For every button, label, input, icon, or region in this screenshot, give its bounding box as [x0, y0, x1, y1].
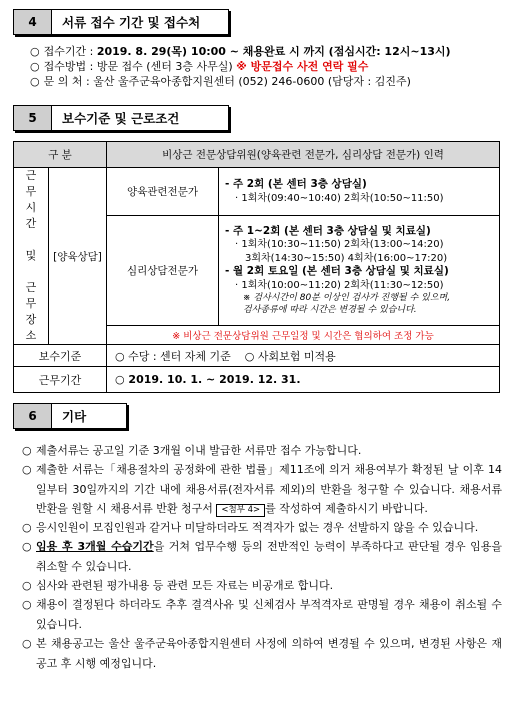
period-value: ○ 2019. 10. 1. ~ 2019. 12. 31.	[107, 367, 500, 393]
info-line-contact: ○ 문 의 처 : 울산 울주군육아종합지원센터 (052) 246-0600 (담당자 : 김진주)	[30, 75, 411, 88]
info-line-method: ○ 접수방법 : 방문 접수 (센터 3층 사무실) ※ 방문접수 사전 연락 필수	[30, 60, 369, 73]
pay-label: 보수기준	[14, 345, 107, 367]
info-line-period: ○ 접수기간 : 2019. 8. 29(목) 10:00 ~ 채용완료 시 까지 (점심시간: 12시~13시)	[30, 45, 451, 58]
section-number: 4	[14, 10, 52, 34]
vertical-label-char: 무	[25, 297, 37, 310]
notice-item: ○ 본 채용공고는 울산 울주군육아종합지원센터 사정에 의하여 변경될 수 있으며, 변경된 사항은 재공고 후 시행 예정입니다.	[22, 637, 502, 670]
vertical-label-char: 장	[25, 313, 37, 326]
vertical-label-char: 근	[25, 169, 37, 182]
section-title: 보수기준 및 근로조건	[62, 111, 180, 126]
notice-item: ○ 임용 후 3개월 수습기간을 거쳐 업무수행 등의 전반적인 능력이 부족하다고 판단될 경우 임용을 취소할 수 있습니다.	[22, 540, 503, 573]
vertical-label-char: 근	[25, 281, 37, 294]
notice-item: ○ 응시인원이 모집인원과 같거나 미달하더라도 적격자가 없는 경우 선발하지 않을 수 있습니다.	[22, 521, 479, 534]
section-title: 기타	[62, 409, 87, 424]
table-header-position: 비상근 전문상담위원(양육관련 전문가, 심리상담 전문가) 인력	[107, 142, 500, 168]
section-5-header	[13, 105, 229, 131]
section-number: 5	[14, 106, 52, 130]
vertical-label-char: 간	[25, 217, 37, 230]
schedule-parenting: - 주 2회 (본 센터 3층 상담실) · 1회차(09:40~10:40) 2회차(10:50~11:50)	[219, 168, 500, 216]
notice-item: ○ 심사와 관련된 평가내용 등 관련 모든 자료는 비공개로 합니다.	[22, 579, 334, 592]
notice-item: ○ 제출한 서류는「채용절차의 공정화에 관한 법률」제11조에 의거 채용여부가 확정된 날 이후 14일부터 30일까지의 기간 내에 채용서류(전자서류 제외)의 반환을 청구할 수 있습니다. 채용서류 반환을 원할 시 채용서류 반환 청구서 <첨부 4> 를 작성하여 제출하시기 바랍니다.	[22, 463, 502, 515]
vertical-label-char: 및	[25, 249, 37, 262]
vertical-label-char	[14, 264, 48, 280]
section-number: 6	[14, 404, 52, 428]
vertical-label-char: 시	[25, 201, 37, 214]
schedule-psych: - 주 1~2회 (본 센터 3층 상담실 및 치료실) · 1회차(10:30~11:50) 2회차(13:00~14:20) 3회차(14:30~15:50) 4회차(16:00~17:20) - 월 2회 토요일 (본 센터 3층 상담실 및 치료실) · 1회차(10:00~11:20) 2회차(11:30~12:50) ※ 검사시간이 80분 이상인 검사가 진행될 수 있으며, 검사종류에 따라 시간은 변경될 수 있습니다.	[219, 216, 500, 326]
conditions-table	[13, 141, 500, 393]
section-title: 서류 접수 기간 및 접수처	[62, 15, 201, 30]
sub-label-parenting: [양육상담]	[49, 168, 107, 345]
vertical-label-char	[14, 232, 48, 248]
schedule-footnote: ※ 비상근 전문상담위원 근무일정 및 시간은 협의하여 조정 가능	[107, 326, 500, 345]
notice-item: ○ 채용이 결정된다 하더라도 추후 결격사유 및 신체검사 부적격자로 판명될 경우 채용이 취소될 수 있습니다.	[22, 598, 502, 631]
period-label: 근무기간	[14, 367, 107, 393]
section-6-header	[13, 403, 127, 429]
pay-value: ○ 수당 : 센터 자체 기준 ○ 사회보험 미적용	[107, 345, 500, 367]
vertical-label-char: 소	[25, 329, 37, 342]
notice-item: ○ 제출서류는 공고일 기준 3개월 이내 발급한 서류만 접수 가능합니다.	[22, 444, 362, 457]
vertical-label-char: 무	[25, 185, 37, 198]
role-parenting-expert: 양육관련전문가	[107, 168, 219, 216]
attachment-badge: <첨부 4>	[216, 504, 265, 517]
table-header-category: 구 분	[14, 142, 107, 168]
role-psych-expert: 심리상담전문가	[107, 216, 219, 326]
vertical-label-work	[14, 168, 49, 345]
section-4-header	[13, 9, 229, 35]
